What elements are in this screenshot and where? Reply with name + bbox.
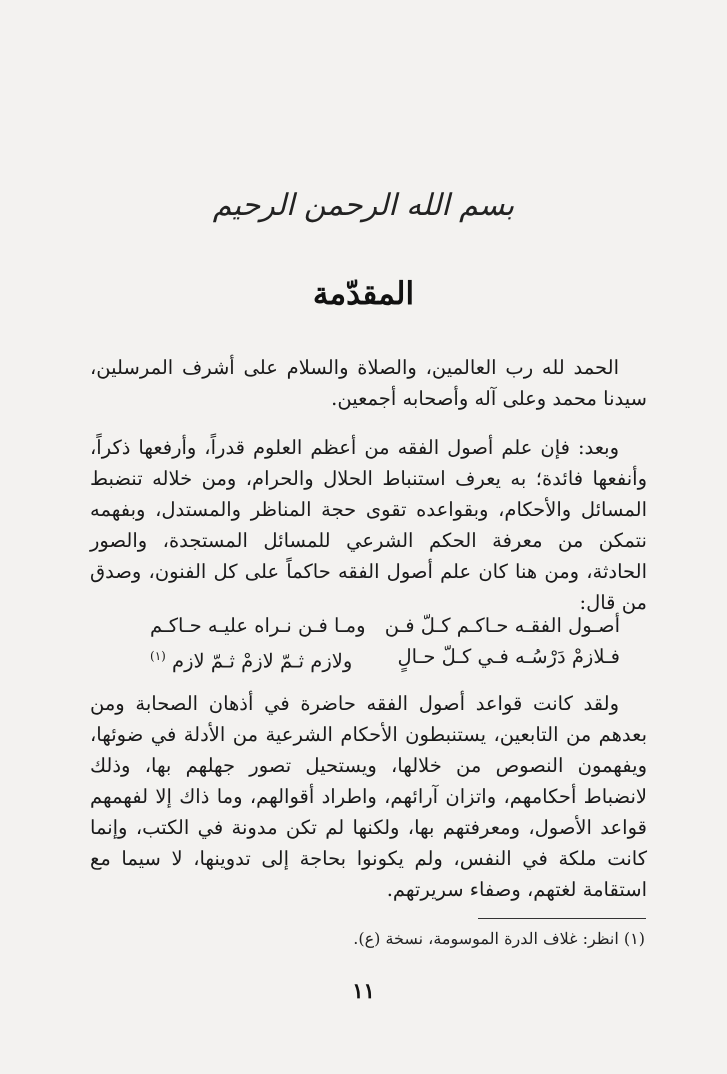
- footnote: (١) انظر: غلاف الدرة الموسومة، نسخة (ع).: [353, 929, 645, 948]
- footnote-marker: (١): [150, 649, 166, 663]
- verse-line-2: [150, 641, 620, 677]
- basmala: بسم الله الرحمن الرحيم: [212, 188, 515, 223]
- footnote-divider: [478, 918, 646, 919]
- verse-line-1: [150, 610, 620, 641]
- page-title: المقدّمة: [312, 276, 415, 312]
- paragraph-opening: الحمد لله رب العالمين، والصلاة والسلام على أشرف المرسلين، سيدنا محمد وعلى آله وأصحابه أجمعين.: [90, 356, 647, 410]
- verse-hemistich-first: أصـول الفقـه حـاكـم كـلّ فـن: [384, 614, 620, 637]
- paragraph-history: ولقد كانت قواعد أصول الفقه حاضرة في أذهان الصحابة ومن بعدهم من التابعين، يستنبطون الأحكام الشرعية من الأدلة في ضوئها، ويفهمون النصوص من خلالها، ويستحيل تصور جهلهم بها، وذلك لانضباط أحكامهم، واتزان آرائهم، واطراد أقوالهم، وما ذاك إلا لفهمهم قواعد الأصول، ومعرفتهم بها، ولكنها لم تكن مدونة في الكتب، وإنما كانت ملكة في النفس، ولم يكونوا بحاجة إلى تدوينها، لا سيما مع استقامة لغتهم، وصفاء سريرتهم.: [90, 692, 647, 901]
- verse-hemistich-first: فـلازمْ دَرْسُـه فـي كـلّ حـالٍ: [397, 645, 620, 668]
- verse-hemistich-second-wrap: ولازم ثـمّ لازمْ ثـمّ لازم $^{(١)}$: [150, 649, 353, 673]
- page-number: ١١: [352, 978, 375, 1003]
- verse-hemistich-second: ومـا فـن نـراه عليـه حـاكـم: [150, 614, 366, 637]
- paragraph-introduction: وبعد: فإن علم أصول الفقه من أعظم العلوم قدراً، وأرفعها ذكراً، وأنفعها فائدة؛ به يعرف استنباط الحلال والحرام، ومن خلاله تنضبط المسائل والأحكام، وبقواعده تقوى حجة المناظر والمستدل، وبفهمه نتمكن من معرفة الحكم الشرعي للمسائل المستجدة، والصور الحادثة، ومن هنا كان علم أصول الفقه حاكماً على كل الفنون، وصدق من قال:: [90, 436, 647, 614]
